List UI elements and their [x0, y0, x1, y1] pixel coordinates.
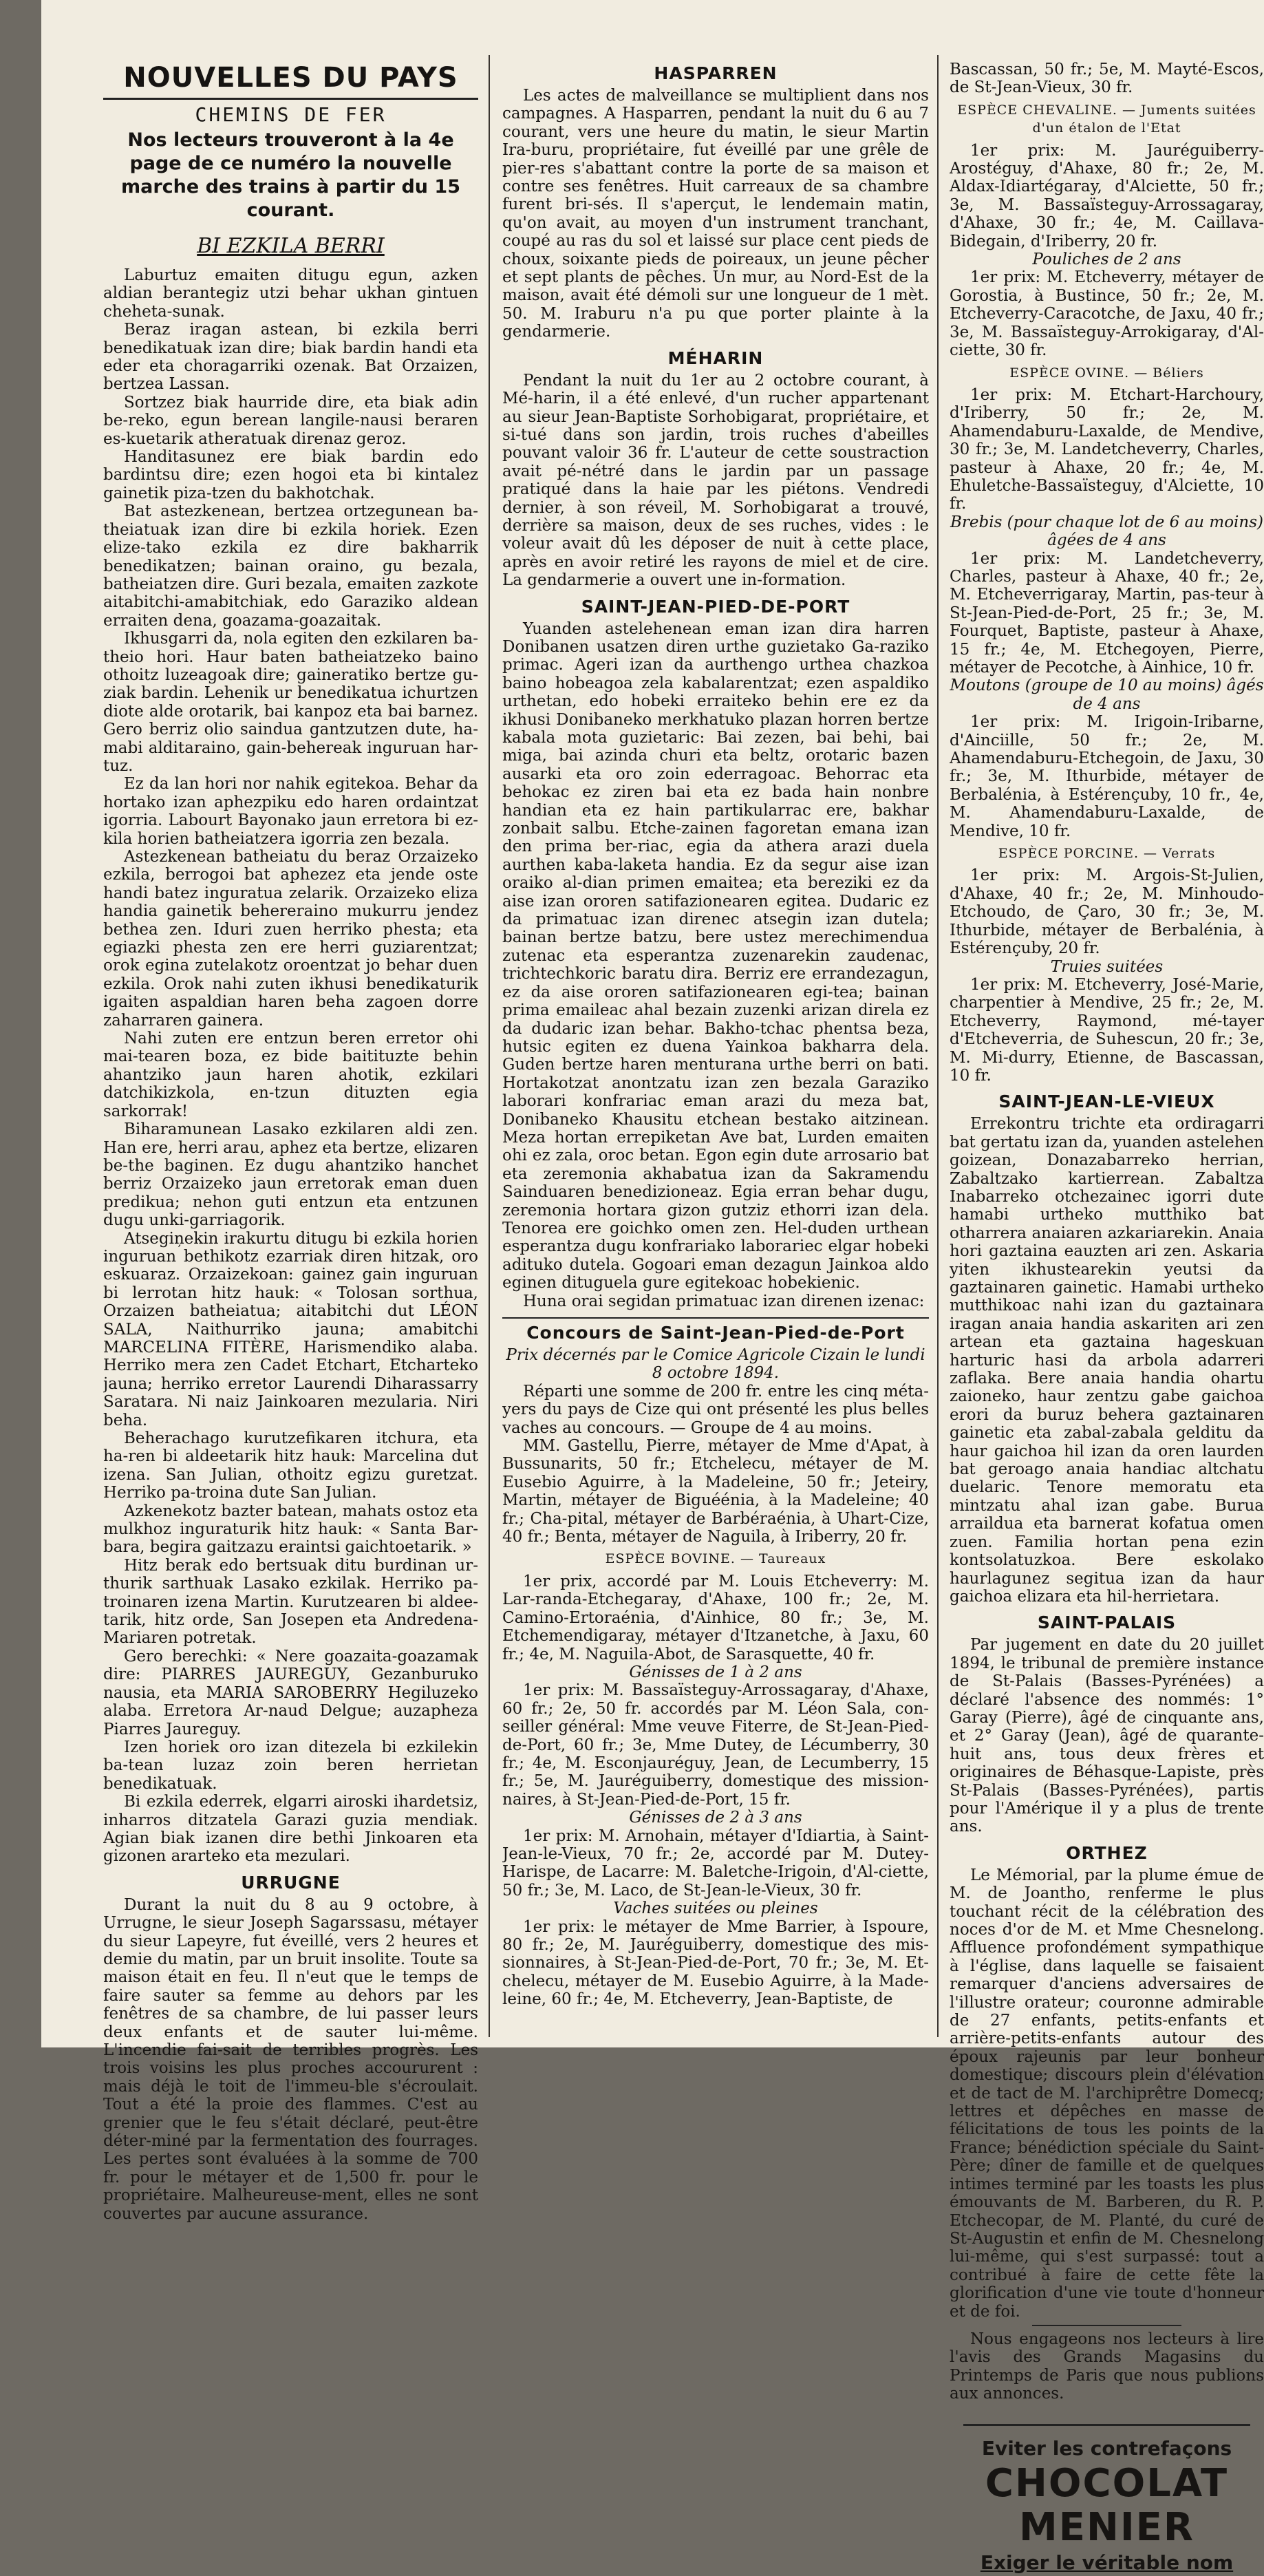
- porcine-heading: ESPÈCE PORCINE. — Verrats: [998, 846, 1216, 862]
- chevaline-heading: ESPÈCE CHEVALINE. — Juments suitées d'un étalon de l'Etat: [957, 102, 1256, 136]
- column-1: [103, 61, 478, 2223]
- palais-text: Par jugement en date du 20 juillet 1894, le tribunal de première instance de St-Palais (Basses-Pyrénées) a déclaré l'absence des nommés: 1° Garay (Pierre), âgé de cinquante ans, et 2° Garay (Jean), âgé de quarante-huit ans, tous deux frères et originaires de Béhasque-Lapiste, près St-Palais (Basses-Pyrénées), partis pour l'Amérique il y a plus de trente ans.: [950, 1636, 1264, 1836]
- truies-heading: Truies suitées: [1050, 957, 1164, 976]
- article-paragraph: Hitz berak edo bertsuak ditu burdinan ur-thurik sarthuak Lasako ezkilak. Herriko pa-troinaren izena Martin. Kurutzearen bi aldee-tarik, hitz orde, San Josepen eta Andredena-Mariaren potretak.: [103, 1556, 478, 1648]
- pouliches-text: 1er prix: M. Etcheverry, métayer de Gorostia, à Bustince, 50 fr.; 2e, M. Etcheverry-Caracotche, de Jaxu, 40 fr.; 3e, M. Bassaïsteguy-Arrokigaray, d'Al-ciette, 30 fr.: [950, 268, 1264, 360]
- column-2: [502, 56, 929, 2009]
- meharin-title: MÉHARIN: [667, 348, 764, 368]
- porcine-text: 1er prix: M. Argois-St-Julien, d'Ahaxe, 40 fr.; 2e, M. Minhoudo-Etchoudo, de Çaro, 30 fr.; 3e, M. Ithurbide, métayer de Berbalénia, à Estérençuby, 20 fr.: [950, 866, 1264, 958]
- ovine-heading: ESPÈCE OVINE. — Béliers: [1009, 365, 1204, 381]
- hasparren-title: HASPARREN: [654, 63, 778, 83]
- article-paragraph: Yuanden astelehenean eman izan dira harren Donibanen usatzen diren urthe guzietako Ga-raziko primac. Ageri izan da aurthengo urthea chazkoa baino hobeagoa zela kabalarentzat; ezen aspaldiko urthetan, edo hobeki erraiteko behin ere ez da ikhusi Donibaneko merkhatuko plazan horren bertze kabala mota guzietaric: Bai zezen, bai behi, bai miga, bai azinda churi eta beltz, orotaric bazen ausarki eta oro zoin ederragoac. Behorrac eta behokac ez ziren bai eta ez bada hain nonbre handian eta ez hain partikularrac ere, bakhar zonbait salbu. Etche-zainen fagoretan emana izan den prima ber-riac, egia da athera arazi duela aurthen kaba-laketa handia. Ez da segur aise izan oraiko al-dian primen emaitea; eta bereziki ez da aise izan ororen satifazionearen egitea. Dudaric ez da primatuac izan direnec atsegin izan dutela; bainan bertze batzu, bere ustez merechimendua zutenac eta esperantza zuzenarekin zaudenac, trichtechkoric baratu dira. Berriz ere errandezagun, ez da aise ororen satifazionearen egi-tea; bainan prima emaileac ahal bezain zuzenki arizan direla ez da dudaric izan behar. Bakho-tchac phentsa beza, hutsic egiten ez duena Yainkoa bakharra dela. Guden bertze haren menturana urthe berri on bati. Hortakotzat anontzatu izan zen bezala Garaziko laborari konfrariac eman arazi du meza bat, Donibaneko Khausitu etchean bestako aitzinean. Meza hortan errepiketan Ave bat, Lurden emaiten ohi ez zala, oroc betan. Egon egin dute arrosario bat eta zeremonia akhabatua izan da Sakramendu Sainduaren benedizioneaz. Egia erran behar dugu, zeremonia hortara gizon gutziz ethorri izan dela. Tenorea ere goichko omen zen. Hel-duden urthean esperantza dugu konfrariako laborariec elgar hobeki adituko dutela. Gogoari eman dezagun Jainkoa aldo eginen dituguela gure egitekoac hobekienic.: [502, 619, 929, 1292]
- page-title: NOUVELLES DU PAYS: [103, 61, 478, 100]
- continued-text: Bascassan, 50 fr.; 5e, M. Mayté-Escos, de St-Jean-Vieux, 30 fr.: [950, 61, 1264, 97]
- article-paragraph: Azkenekotz bazter batean, mahats ostoz eta mulkhoz inguraturik hitz hauk: « Santa Bar-bara, begira gaitzazu eraintsi gaichtoetarik. »: [103, 1502, 478, 1557]
- newspaper-page: [41, 0, 1264, 2574]
- ad-brand-line2: MENIER: [1018, 2504, 1195, 2550]
- article-paragraph: Beherachago kurutzefikaren itchura, eta ha-ren bi aldeetarik hitz hauk: Marcelina dut izena. San Julian, othoitz egizu guretzat. Herriko pa-troina dute San Julian.: [103, 1429, 478, 1502]
- trains-notice: Nos lecteurs trouveront à la 4e page de ce numéro la nouvelle marche des trains à partir du 15 courant.: [121, 129, 460, 221]
- article-paragraph: Sortzez biak haurride dire, eta biak adin be-reko, egun berean langile-nausi beraren es-kuetarik atheratuak direnaz geroz.: [103, 393, 478, 448]
- sjlv-text: Errekontru trichte eta ordiragarri bat gertatu izan da, yuanden astelehen goizean, Donazabarreko herrian, Zabaltzako kartierrean. Zabaltza Inabarreko otchezainec igorri dute hamabi urtheko mutthiko bat otharrera anaiaren azkariarekin. Anaia hori gaztaina eauzten ari zen. Askaria yiten ikhustearekin yeutsi da gaztainaren gainetic. Hamabi urtheko mutthikoac nahi izan du gaztainara iragan anaia handia askariten ari zen artean eta gaztaina hageskuan harturic hasi da arbola adarreri zaflaka. Bere anaia handia ohartu zaioneko, haur zentzu gabe gaichoa erori da buruz behera gaztainaren gainetic eta zabal-zabala gelditu da haur gaichoa hil izan da oren laurden bat geroago anaia handiac altchatu duelaric. Tenore memoratu eta mintzatu ahal izan gabe. Burua arraildua eta barnerat kofatua omen zuen. Familia hortan pena ezin kontsolatuzkoa. Bere eskolako haurlagunez segitua izan da haur gaichoa elizara eta hil-herrietara.: [950, 1115, 1264, 1606]
- moutons-text: 1er prix: M. Irigoin-Iribarne, d'Ainciille, 50 fr.; 2e, M. Ahamendaburu-Etchegoin, de Jaxu, 30 fr.; 3e, M. Ithurbide, métayer de Berbalénia, à Estérençuby, 10 fr., 4e, M. Ahamendaburu-Laxalde, de Mendive, 10 fr.: [950, 713, 1264, 840]
- article-paragraph: Laburtuz emaiten ditugu egun, azken aldian berantegiz utzi behar ukhan gintuen cheheta-sunak.: [103, 266, 478, 321]
- brebis-heading: Brebis (pour chaque lot de 6 au moins) âgées de 4 ans: [950, 513, 1263, 550]
- ad-brand-line1: CHOCOLAT: [985, 2460, 1229, 2506]
- concours-intro: Réparti une somme de 200 fr. entre les cinq méta-yers du pays de Cize qui ont présenté les plus belles vaches au concours. — Groupe de 4 au moins.: [502, 1382, 929, 1437]
- palais-title: SAINT-PALAIS: [1037, 1612, 1177, 1633]
- article-paragraph: Nahi zuten ere entzun beren erretor ohi mai-tearen boza, ez bide baitituzte behin ahantziko jaun haren ahotik, ezkilari datchikizkola, en-tzun dituzten egia sarkorrak!: [103, 1030, 478, 1120]
- ovine-text: 1er prix: M. Etchart-Harchoury, d'Iriberry, 50 fr.; 2e, M. Ahamendaburu-Laxalde, de Mendive, 30 fr.; 3e, M. Landetcheverry, Charles, pasteur à Ahaxe, 20 fr.; 4e, M. Ehuletche-Bassaïsteguy, d'Alciette, 10 fr.: [950, 385, 1264, 513]
- article-paragraph: Ikhusgarri da, nola egiten den ezkilaren ba-theio hori. Haur baten batheiatzeko baino othoitz luzeagoak dire; gaineratiko bertze gu-ziak bardin. Lehenik ur benedikatua ichurtzen diote alde orotarik, bai kanpoz eta bai barnez. Gero berriz olio saindua gantzutzen dute, ha-mabi alditaraino, gain-behereak inguruan har-tuz.: [103, 630, 478, 775]
- bovine-text: 1er prix, accordé par M. Louis Etcheverry: M. Lar-randa-Etchegaray, d'Ahaxe, 100 fr.; 2e, M. Camino-Ertoraénia, d'Ainhice, 80 fr.; 3e, M. Etchemendigaray, métayer d'Itzanetche, à Jaxu, 60 fr.; 4e, M. Naguila-Abot, de Sarasquette, 40 fr.: [502, 1572, 929, 1663]
- column-divider: [937, 55, 939, 2037]
- divider: [1032, 2325, 1181, 2326]
- orthez-text: Le Mémorial, par la plume émue de M. de Joantho, renferme le plus touchant récit de la célébration des noces d'or de M. et Mme Chesnelong. Affluence profondément sympathique à l'église, dans laquelle se faisaient remarquer d'anciens adversaires de l'illustre orateur; couronne admirable de 27 enfants, petits-enfants et arrière-petits-enfants autour des époux rajeunis par leur bonheur domestique; discours plein d'élévation et de tact de M. l'archiprêtre Domecq; lettres et dépêches en masse de félicitations de tous les points de la France; bénédiction spéciale du Saint-Père; dîner de famille et de quelques intimes terminé par les toasts les plus émouvants de M. Barberen, du R. P. Etchecopar, de M. Planté, du curé de St-Augustin et enfin de M. Chesnelong lui-même, qui s'est surpassé: tout a contribué à faire de cette fête la glorification d'une vie toute d'honneur et de foi.: [950, 1866, 1264, 2321]
- concours-subtitle: Prix décernés par le Comice Agricole Cizain le lundi 8 octobre 1894.: [506, 1346, 925, 1383]
- ad-top-line: Eviter les contrefaçons: [981, 2436, 1232, 2460]
- bovine-heading: ESPÈCE BOVINE. — Taureaux: [605, 1551, 826, 1567]
- pouliches-heading: Pouliches de 2 ans: [1032, 251, 1181, 269]
- sjlv-title: SAINT-JEAN-LE-VIEUX: [998, 1092, 1215, 1112]
- article-paragraph: Handitasunez ere biak bardin edo bardintsu dire; ezen hogoi eta bi kintalez gainetik piza-tzen du bakhotchak.: [103, 448, 478, 502]
- article-paragraph: Gero berechki: « Nere goazaita-goazamak dire: PIARRES JAUREGUY, Gezanburuko nausia, eta MARIA SAROBERRY Hegiluzeko alaba. Erretora Ar-naud Delgue; auzaphezа Piarres Jaureguy.: [103, 1647, 478, 1738]
- article-paragraph: Biharamunean Lasako ezkilaren aldi zen. Han ere, herri arau, aphez eta bertze, elizaren be-the baginen. Ez dugu ahantziko hanchet berriz Orzaizeko jaun erretorak eman duen predikua; nehon guti entzun eta entzunen dugu unki-garriagorik.: [103, 1120, 478, 1230]
- vaches-text: 1er prix: le métayer de Mme Barrier, à Ispoure, 80 fr.; 2e, M. Jauréguiberry, domestique des mis-sionnaires, à St-Jean-Pied-de-Port, 70 fr.; 3e, M. Et-chelecu, métayer de M. Eusebio Aguirre, à la Made-leine, 60 fr.; 4e, M. Etcheverry, Jean-Baptiste, de: [502, 1917, 929, 2009]
- article-paragraph: Astezkenean batheiatu du beraz Orzaizeko ezkila, berrogoi bat aphezez eta jende oste handi batez inguratua zelarik. Orzaizeko eliza handia gainetik behereraino mukurru jendez bethea zen. Iduri zuen herriko phesta; eta egiazki phesta zen ere herri guziarentzat; orok egina zutelakotz oroentzat jo behar duen ezkila. Orok nahi zuten ikhusi benedikaturik igaiten aspaldian haren beha zagoen dorre zaharraren gainera.: [103, 848, 478, 1030]
- chevaline-text: 1er prix: M. Jauréguiberry-Arostéguy, d'Ahaxe, 80 fr.; 2e, M. Aldax-Idiartégaray, d'Alciette, 50 fr.; 3e, M. Bassaïsteguy-Arrossagaray, d'Ahaxe, 30 fr.; 4e, M. Caillava-Bidegain, d'Iriberry, 20 fr.: [950, 141, 1264, 251]
- article-paragraph: Bi ezkila ederrek, elgarri airoski ihardetsiz, inharros ditzatela Garazi guzia mendiak. Agian biak izanen dire bethi Jinkoaren eta gizonen ararteko eta mezulari.: [103, 1793, 478, 1866]
- chocolat-menier-ad: [963, 2424, 1250, 2576]
- article-paragraph: Bat astezkenean, bertzea ortzegunean ba-theiatuak izan dire bi ezkila horiek. Ezen elize-tako ezkila ez dire bakharrik benedikatzen; bainan oraino, gu bezala, batheiatzen dire. Guri bezala, emaiten zazkote aitabitchi-amabitchiak, edo Garaziko aldean erraiten dena, goazama-goazaitak.: [103, 502, 478, 630]
- column-divider: [489, 55, 490, 2037]
- concours-list: MM. Gastellu, Pierre, métayer de Mme d'Apat, à Bussunarits, 50 fr.; Etchelecu, métayer de M. Eusebio Aguirre, à la Madeleine, 50 fr.; Jeteiry, Martin, métayer de Biguéénia, à la Madeleine; 40 fr.; Cha-pital, métayer de Barbéraénia, à Uhart-Cize, 40 fr.; Benta, métayer de Naguila, à Iriberry, 20 fr.: [502, 1437, 929, 1546]
- sjpp-title: SAINT-JEAN-PIED-DE-PORT: [581, 596, 850, 617]
- orthez-title: ORTHEZ: [1066, 1842, 1148, 1863]
- concours-title: Concours de Saint-Jean-Pied-de-Port: [502, 1317, 929, 1343]
- urrugne-title: URRUGNE: [241, 1872, 341, 1893]
- truies-text: 1er prix: M. Etcheverry, José-Marie, charpentier à Mendive, 25 fr.; 2e, M. Etcheverry, Raymond, mé-tayer d'Etcheverria, de Suhescun, 20 fr.; 3e, M. Mi-durry, Etienne, de Bascassan, 10 fr.: [950, 975, 1264, 1085]
- meharin-text: Pendant la nuit du 1er au 2 octobre courant, à Mé-harin, il a été enlevé, d'un rucher appartenant au sieur Jean-Baptiste Sorhobigarat, propriétaire, et si-tué dans son jardin, trois ruches d'abeilles pouvant valoir 36 fr. L'auteur de cette soustraction avait pé-nétré dans le jardin par un passage pratiqué dans la haie par les piétons. Vendredi dernier, à son réveil, M. Sorhobigarat a trouvé, derrière sa maison, deux de ses ruches, vides : le voleur avait dû les déposer de nuit à cette place, après en avoir retiré les rayons de miel et de cire. La gendarmerie a ouvert une in-formation.: [502, 371, 929, 590]
- moutons-heading: Moutons (groupe de 10 au moins) âgés de 4 ans: [950, 677, 1264, 713]
- brebis-text: 1er prix: M. Landetcheverry, Charles, pasteur à Ahaxe, 40 fr.; 2e, M. Etcheverrigaray, Martin, pas-teur à St-Jean-Pied-de-Port, 25 fr.; 3e, M. Fourquet, Baptiste, pasteur à Ahaxe, 15 fr.; 4e, M. Etchegoyen, Pierre, métayer de Pecotche, à Ainhice, 10 fr.: [950, 549, 1264, 677]
- column-3: [950, 61, 1264, 2576]
- article-paragraph: Atsegiņekin irakurtu ditugu bi ezkila horien inguruan bethikotz ezarriak diren hitzak, oro eskuaraz. Orzaizekoan: gainez gain inguruan bi lerrotan hitz hauk: « Tolosan sorthua, Orzaizen batheiatua; aitabitchi dut LÉON SALA, Naithurriko jauna; amabitchi MARCELINA FITÈRE, Harismendiko alaba. Herriko mera zen Cadet Etchart, Etcharteko jauna; herriko erretor Laurendi Diharassarry Saratara. Ni naiz Jainkoaren mezularia. Niri beha.: [103, 1229, 478, 1429]
- genisses2-heading: Génisses de 2 à 3 ans: [629, 1809, 802, 1827]
- article-paragraph: Izen horiek oro izan ditezela bi ezkilekin ba-tean luzaz zoin beren herrietan benedikatuak.: [103, 1738, 478, 1793]
- advert-notice: Nous engageons nos lecteurs à lire l'avis des Grands Magasins du Printemps de Paris que nous publions aux annonces.: [950, 2330, 1264, 2403]
- genisses1-heading: Génisses de 1 à 2 ans: [629, 1663, 802, 1681]
- genisses2-text: 1er prix: M. Arnohain, métayer d'Idiartia, à Saint-Jean-le-Vieux, 70 fr.; 2e, accordé par M. Dutey-Harispe, de Lacarre: M. Baletche-Irigoin, d'Al-ciette, 50 fr.; 3e, M. Laco, de St-Jean-le-Vieux, 30 fr.: [502, 1827, 929, 1899]
- ad-bottom-line: Exiger le véritable nom: [980, 2551, 1234, 2574]
- article-paragraph: Beraz iragan astean, bi ezkila berri benedikatuak izan dire; biak bardin handi eta eder eta choragarriki ozenak. Bat Orzaizen, bertzea Lassan.: [103, 321, 478, 394]
- article-paragraph: Ez da lan hori nor nahik egitekoa. Behar da hortako izan aphezpiku edo haren ordaintzat igorria. Labourt Bayonako jaun erretora bi ez-kila horien batheiatzera igorria zen bezala.: [103, 775, 478, 848]
- section-subtitle: CHEMINS DE FER: [195, 103, 387, 126]
- genisses1-text: 1er prix: M. Bassaïsteguy-Arrossagaray, d'Ahaxe, 60 fr.; 2e, 50 fr. accordés par M. Léon Sala, con-seiller général: Mme veuve Fiterre, de St-Jean-Pied-de-Port, 60 fr.; 3e, Mme Dutey, de Lécumberry, 30 fr.; 4e, M. Esconjauréguy, Jean, de Lecumberry, 15 fr.; 5e, M. Jauréguiberry, domestique des mission-naires, à St-Jean-Pied-de-Port, 15 fr.: [502, 1681, 929, 1809]
- article-paragraph: Huna orai segidan primatuac izan direnen izenac:: [523, 1292, 925, 1310]
- hasparren-text: Les actes de malveillance se multiplient dans nos campagnes. A Hasparren, pendant la nuit du 6 au 7 courant, vers une heure du matin, le sieur Martin Ira-buru, propriétaire, fut éveillé par une grêle de pier-res s'abattant contre la porte de sa maison et contre ses fenêtres. Huit carreaux de sa chambre furent bri-sés. Il s'aperçut, le lendemain matin, qu'on avait, au moyen d'un instrument tranchant, coupé au ras du sol et laissé sur place cent pieds de choux, soixante pieds de poireaux, un jeune pêcher et sept plants de pêches. Un mur, au Nord-Est de la maison, avait été démoli sur une longueur de 1 mèt. 50. M. Iraburu n'a pu que porter plainte à la gendarmerie.: [502, 87, 929, 341]
- urrugne-text: Durant la nuit du 8 au 9 octobre, à Urrugne, le sieur Joseph Sagarssasu, métayer du sieur Lapeyre, fut éveillé, vers 2 heures et demie du matin, par un bruit insolite. Toute sa maison était en feu. Il n'eut que le temps de faire sauter sa femme au dehors par les fenêtres de sa chambre, de lui passer leurs deux enfants et de sauter lui-même. L'incendie fai-sait de terribles progrès. Les trois voisins les plus proches accoururent : mais déjà le toit de l'immeu-ble s'écroulait. Tout a été la proie des flammes. C'est au grenier que le feu s'était déclaré, peut-être déter-miné par la fermentation des fourrages. Les pertes sont évaluées à la somme de 700 fr. pour le métayer et de 1,500 fr. pour le propriétaire. Malheureuse-ment, elles ne sont couvertes par aucune assurance.: [103, 1895, 478, 2223]
- vaches-heading: Vaches suitées ou pleines: [613, 1899, 818, 1918]
- ezkila-title: BI EZKILA BERRI: [197, 234, 385, 258]
